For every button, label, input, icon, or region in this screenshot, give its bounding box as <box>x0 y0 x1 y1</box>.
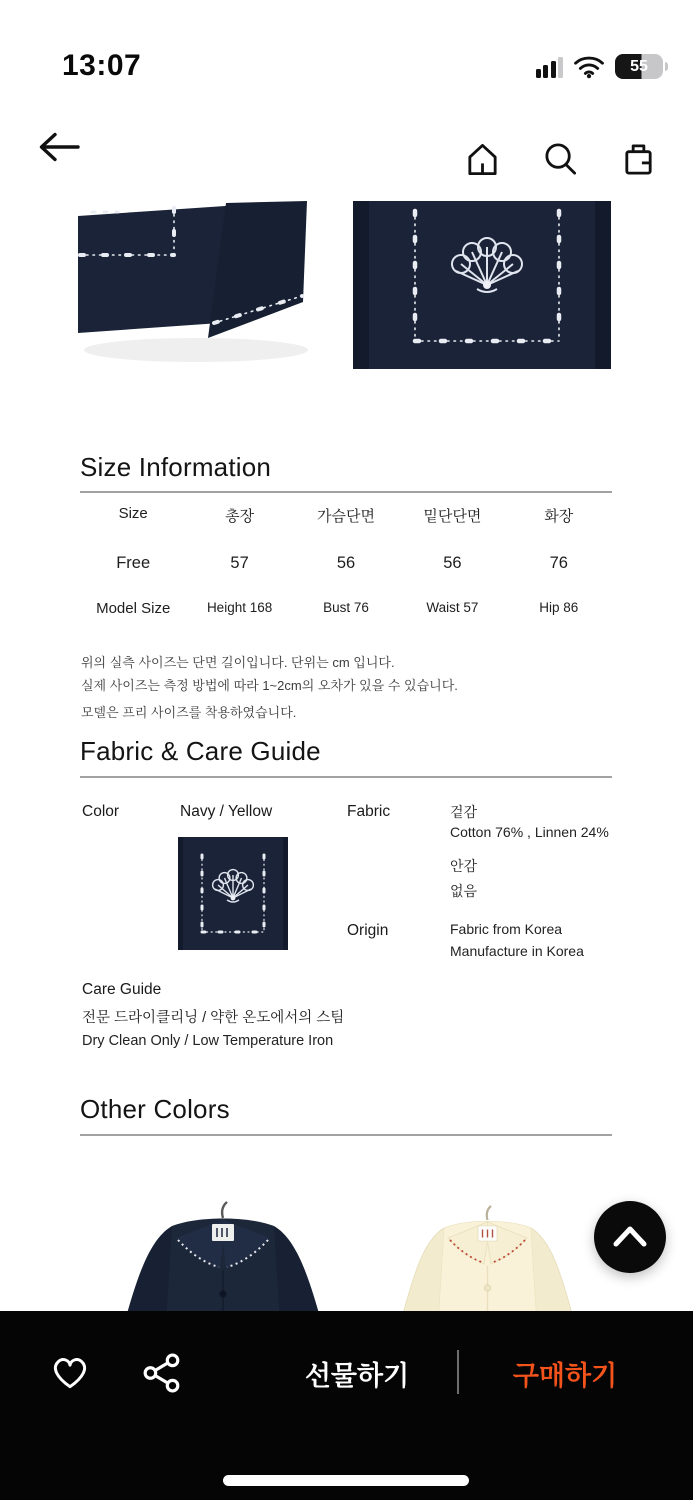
color-label: Color <box>82 803 120 820</box>
share-icon <box>142 1353 182 1393</box>
back-arrow-icon <box>35 130 81 164</box>
fabric-section-title: Fabric & Care Guide <box>80 736 321 766</box>
size-note-line: 위의 실측 사이즈는 단면 길이입니다. 단위는 cm 입니다. <box>81 655 395 670</box>
other-colors-title: Other Colors <box>80 1094 230 1124</box>
size-col-header: 총장 <box>225 508 255 525</box>
size-cell: Hip 86 <box>539 600 579 615</box>
heart-icon <box>49 1352 91 1392</box>
fabric-lining-label: 안감 <box>450 858 478 874</box>
battery-icon: 55 <box>615 54 663 79</box>
size-table-row-free <box>80 554 612 573</box>
fabric-label: Fabric <box>347 803 391 820</box>
bottom-action-bar <box>0 1311 693 1500</box>
size-note-line: 모델은 프리 사이즈를 착용하였습니다. <box>81 705 297 720</box>
care-line-en: Dry Clean Only / Low Temperature Iron <box>82 1033 334 1049</box>
product-detail-image-hem[interactable] <box>78 200 308 376</box>
origin-line2: Manufacture in Korea <box>450 943 584 959</box>
care-line-kr: 전문 드라이클리닝 / 약한 온도에서의 스팀 <box>82 1010 345 1026</box>
bottom-bar-divider <box>457 1350 459 1394</box>
product-detail-image-pocket[interactable] <box>353 201 611 374</box>
wifi-icon <box>573 54 605 79</box>
search-button[interactable] <box>541 140 579 178</box>
size-cell: 57 <box>230 554 249 572</box>
status-icons <box>536 54 664 79</box>
shopping-bag-icon <box>620 141 657 178</box>
wishlist-button[interactable] <box>48 1350 92 1394</box>
cellular-signal-icon <box>536 56 564 78</box>
home-icon <box>464 141 501 178</box>
size-table-row-model <box>80 600 612 617</box>
home-indicator[interactable] <box>223 1475 469 1486</box>
fabric-outer-value: Cotton 76% , Linnen 24% <box>450 824 609 840</box>
size-note-line: 실제 사이즈는 측정 방법에 따라 1~2cm의 오차가 있을 수 있습니다. <box>81 678 458 693</box>
care-guide-title: Care Guide <box>82 981 162 998</box>
cart-bag-button[interactable] <box>619 140 657 178</box>
home-button[interactable] <box>463 140 501 178</box>
back-button[interactable] <box>34 128 82 166</box>
size-notes <box>81 651 458 724</box>
size-cell: 56 <box>443 554 462 572</box>
size-cell: Model Size <box>96 600 171 617</box>
color-swatch-image <box>178 837 288 955</box>
size-col-header: 화장 <box>544 508 574 525</box>
buy-button[interactable]: 구매하기 <box>512 1361 618 1391</box>
size-cell: 56 <box>336 554 356 572</box>
size-col-header: Size <box>118 505 148 522</box>
search-icon <box>542 141 579 178</box>
size-section-title: Size Information <box>80 452 272 482</box>
divider <box>80 776 612 778</box>
size-cell: Bust 76 <box>323 600 369 615</box>
scroll-to-top-button[interactable] <box>594 1201 666 1273</box>
size-col-header: 밑단단면 <box>423 508 482 525</box>
divider <box>80 1134 612 1136</box>
origin-line1: Fabric from Korea <box>450 921 563 937</box>
size-cell: Free <box>116 554 151 572</box>
size-cell: Waist 57 <box>426 600 479 615</box>
fabric-lining-value: 없음 <box>450 883 478 899</box>
origin-label: Origin <box>347 922 389 939</box>
size-cell: 76 <box>549 554 568 572</box>
share-button[interactable] <box>141 1352 183 1394</box>
size-cell: Height 168 <box>206 600 273 615</box>
size-table <box>80 505 612 617</box>
chevron-up-icon <box>594 1201 666 1273</box>
divider <box>80 491 612 493</box>
gift-button[interactable]: 선물하기 <box>304 1361 410 1391</box>
fabric-outer-label: 겉감 <box>450 804 478 820</box>
size-table-header <box>80 505 612 526</box>
color-value: Navy / Yellow <box>180 803 273 820</box>
size-col-header: 가슴단면 <box>317 508 375 525</box>
status-time: 13:07 <box>62 49 142 82</box>
